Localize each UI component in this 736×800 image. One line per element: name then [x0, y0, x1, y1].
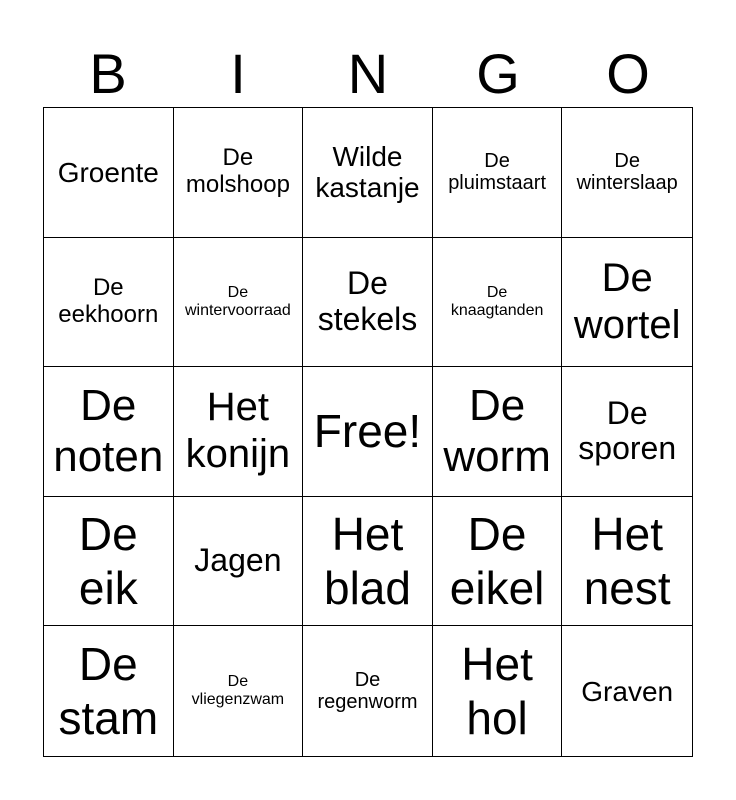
- bingo-cell[interactable]: [433, 108, 563, 238]
- bingo-cell[interactable]: [562, 367, 692, 497]
- cell-text: De noten: [53, 380, 164, 482]
- bingo-cell[interactable]: [174, 497, 304, 627]
- cell-text: De stam: [58, 637, 159, 745]
- cell-text: De sporen: [578, 394, 677, 467]
- cell-text: Free!: [313, 405, 422, 458]
- bingo-cell[interactable]: [174, 626, 304, 756]
- header-letter-i: I: [230, 42, 246, 105]
- cell-text: De winterslaap: [576, 149, 678, 195]
- cell-text: Het konijn: [185, 385, 291, 477]
- cell-text: De eikel: [449, 507, 545, 615]
- cell-text: De stekels: [317, 265, 418, 337]
- bingo-cell[interactable]: [303, 626, 433, 756]
- header-letter-o: O: [606, 42, 650, 105]
- bingo-cell[interactable]: [433, 497, 563, 627]
- cell-text: Het hol: [461, 637, 533, 745]
- cell-text: De worm: [443, 380, 551, 482]
- bingo-cell[interactable]: [44, 238, 174, 368]
- bingo-cell[interactable]: [174, 367, 304, 497]
- cell-text: Jagen: [194, 542, 282, 579]
- bingo-cell[interactable]: [562, 497, 692, 627]
- bingo-cell[interactable]: [433, 238, 563, 368]
- cell-text: De molshoop: [185, 144, 290, 199]
- bingo-cell[interactable]: [44, 626, 174, 756]
- bingo-cell[interactable]: [562, 626, 692, 756]
- cell-text: De eekhoorn: [58, 274, 159, 328]
- bingo-header: [43, 40, 693, 108]
- bingo-cell[interactable]: [44, 367, 174, 497]
- header-letter-g: G: [476, 42, 520, 105]
- bingo-cell[interactable]: [303, 108, 433, 238]
- cell-text: De wortel: [573, 255, 681, 347]
- cell-text: Graven: [581, 675, 674, 707]
- header-letter-b: B: [89, 42, 127, 105]
- bingo-cell[interactable]: [433, 626, 563, 756]
- cell-text: De wintervoorraad: [184, 283, 291, 319]
- cell-text: De knaagtanden: [450, 283, 544, 319]
- cell-text: De regenworm: [317, 668, 418, 714]
- cell-text: Wilde kastanje: [315, 140, 420, 204]
- bingo-card-grid: [43, 107, 693, 757]
- bingo-cell[interactable]: [174, 108, 304, 238]
- bingo-cell[interactable]: [44, 108, 174, 238]
- bingo-cell[interactable]: [562, 108, 692, 238]
- bingo-cell[interactable]: [433, 367, 563, 497]
- cell-text: Groente: [57, 156, 159, 188]
- cell-text: Het nest: [583, 507, 671, 615]
- cell-text: Het blad: [324, 507, 411, 615]
- bingo-cell[interactable]: [303, 238, 433, 368]
- header-letter-n: N: [347, 42, 389, 105]
- bingo-cell[interactable]: [562, 238, 692, 368]
- bingo-free-cell[interactable]: [303, 367, 433, 497]
- cell-text: De vliegenzwam: [191, 673, 285, 709]
- bingo-cell[interactable]: [174, 238, 304, 368]
- cell-text: De pluimstaart: [448, 149, 546, 195]
- bingo-cell[interactable]: [44, 497, 174, 627]
- bingo-cell[interactable]: [303, 497, 433, 627]
- cell-text: De eik: [78, 507, 138, 615]
